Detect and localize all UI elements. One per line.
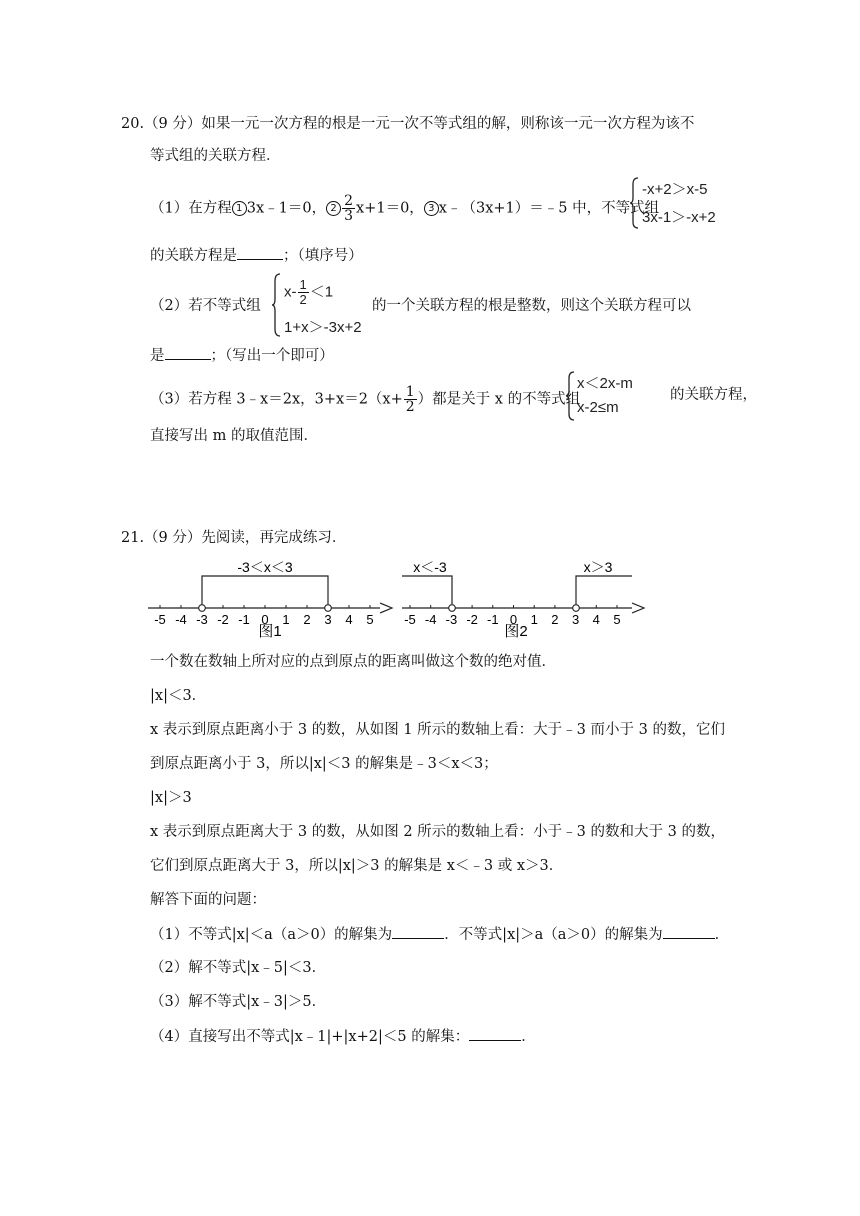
figure-1-number-line <box>140 556 400 642</box>
q21-sub1 <box>150 924 729 945</box>
tick-label: 3 <box>571 612 580 627</box>
q21-sub3: （3）解不等式|x﹣3|＞5． <box>150 994 327 1010</box>
q20-p1-system-row1: -x+2＞x-5 <box>642 181 708 198</box>
q20-p1-eq3: x﹣（3x+1）＝﹣5 中，不等式组 <box>438 200 660 217</box>
q20-p2-row1-fraction <box>298 278 309 307</box>
q20-p1-pre: （1）在方程 <box>150 200 232 217</box>
circled-1-icon: 1 <box>232 201 247 216</box>
open-dot-icon <box>325 605 332 612</box>
axis-arrow-icon <box>632 603 644 613</box>
q20-intro-line1: 20.（9 分）如果一元一次方程的根是一元一次不等式组的解，则称该一元一次方程为该不 <box>121 116 695 132</box>
q20-p2-line2 <box>150 345 334 366</box>
q21-line: 它们到原点距离大于 3，所以|x|＞3 的解集是 x＜﹣3 或 x＞3． <box>150 858 564 874</box>
q21-line: 解答下面的问题： <box>150 892 266 908</box>
tick-label: 3 <box>324 612 332 627</box>
answer-blank[interactable] <box>469 1026 521 1041</box>
q21-line: x 表示到原点距离大于 3 的数，从如图 2 所示的数轴上看：小于﹣3 的数和大于 3 的数， <box>150 824 725 840</box>
q21-sub4-b: ． <box>521 1029 536 1045</box>
q20-p2-system-row1 <box>284 278 333 307</box>
q21-sub4 <box>150 1026 536 1047</box>
q20-part1 <box>150 194 659 223</box>
q21-title: 21.（9 分）先阅读，再完成练习． <box>121 530 347 546</box>
tick-label: -5 <box>154 612 166 627</box>
tick-label: -3 <box>196 612 208 627</box>
figure-caption: 图2 <box>504 623 528 640</box>
q20-p3-pre: （3）若方程 3﹣x＝2x，3+x＝2（x+ <box>150 391 403 408</box>
left-ray-label: x＜-3 <box>413 559 447 575</box>
q20-p1-eq1: 3x﹣1＝0， <box>246 200 327 217</box>
q20-p3-inequality-system <box>566 370 670 422</box>
q20-p2-line2-text: 是 <box>150 348 165 364</box>
q20-p3-post: 的关联方程， <box>670 387 757 403</box>
left-ray-bracket <box>402 576 452 604</box>
q20-p2-inequality-system <box>272 272 382 338</box>
open-dot-icon <box>573 605 580 612</box>
tick-label: -4 <box>175 612 187 627</box>
open-dot-icon <box>199 605 206 612</box>
q20-p2-system-row2: 1+x＞-3x+2 <box>284 319 362 336</box>
q21-line: |x|＞3 <box>150 790 192 806</box>
q20-p3-system-row2: x-2≤m <box>577 399 619 416</box>
q21-sub1-b: ．不等式|x|＞a（a＞0）的解集为 <box>444 927 663 943</box>
q20-p3-mid: ）都是关于 x 的不等式组 <box>417 391 581 408</box>
tick-label: 0 <box>509 612 518 627</box>
q21-sub2: （2）解不等式|x﹣5|＜3． <box>150 960 327 976</box>
tick-label: -3 <box>445 612 458 627</box>
q20-p1-system-row2: 3x-1＞-x+2 <box>642 209 716 226</box>
q21-sub4-a: （4）直接写出不等式|x﹣1|+|x+2|＜5 的解集： <box>150 1029 470 1045</box>
tick-label: -4 <box>424 612 437 627</box>
q21-line: 一个数在数轴上所对应的点到原点的距离叫做这个数的绝对值． <box>150 654 556 670</box>
right-ray-bracket <box>576 576 632 604</box>
figure-caption: 图1 <box>258 623 282 640</box>
q20-p1-line2 <box>150 245 363 266</box>
tick-label: 0 <box>261 612 269 627</box>
q20-p2-pre: （2）若不等式组 <box>150 298 261 314</box>
tick-label: -2 <box>217 612 229 627</box>
tick-label: 1 <box>530 612 538 627</box>
answer-blank[interactable] <box>663 924 715 939</box>
q20-p3-line2: 直接写出 m 的取值范围． <box>150 428 318 444</box>
tick-label: 2 <box>551 612 559 627</box>
fraction-denominator: 2 <box>405 399 415 415</box>
interval-label: -3＜x＜3 <box>237 559 293 575</box>
tick-label: -5 <box>404 612 416 627</box>
right-ray-label: x＞3 <box>583 559 613 575</box>
tick-label: 1 <box>282 612 290 627</box>
tick-label: 4 <box>592 612 600 627</box>
q20-p2-post: 的一个关联方程的根是整数，则这个关联方程可以 <box>372 298 691 314</box>
fraction-numerator: 1 <box>299 277 307 292</box>
answer-blank[interactable] <box>392 924 444 939</box>
interval-bracket <box>202 576 328 604</box>
q21-sub1-c: ． <box>714 927 730 943</box>
q21-line: 到原点距离小于 3，所以|x|＜3 的解集是﹣3＜x＜3； <box>150 756 498 772</box>
brace-icon <box>630 176 640 230</box>
q21-line: |x|＜3． <box>150 688 207 704</box>
fraction-numerator: 2 <box>344 193 354 209</box>
tick-label: -2 <box>466 612 478 627</box>
circled-3-icon: 3 <box>424 201 439 216</box>
fraction-numerator: 1 <box>405 384 415 400</box>
tick-label: 5 <box>366 612 374 627</box>
brace-icon <box>272 272 282 338</box>
tick-label: -1 <box>487 612 499 627</box>
open-dot-icon <box>449 605 456 612</box>
q20-p2-line2-end: ；（写出一个即可） <box>210 348 334 364</box>
q20-p1-eq2: x+1＝0， <box>356 200 424 217</box>
q20-p1-inequality-system <box>630 176 740 230</box>
answer-blank[interactable] <box>165 345 211 360</box>
q20-p2-row1-b: ＜1 <box>309 283 334 301</box>
q20-p1-line2-end: ；（填序号） <box>283 248 363 264</box>
q21-line: x 表示到原点距离小于 3 的数，从如图 1 所示的数轴上看：大于﹣3 而小于 3 的数，它们 <box>150 722 725 738</box>
q20-p3-system-row1: x＜2x-m <box>577 375 633 392</box>
figure-2-number-line <box>396 556 666 642</box>
tick-label: 4 <box>345 612 353 627</box>
q20-p3-fraction <box>404 385 417 414</box>
tick-label: -1 <box>238 612 250 627</box>
tick-label: 2 <box>303 612 311 627</box>
q20-p1-line2-text: 的关联方程是 <box>150 248 237 264</box>
circled-2-icon: 2 <box>326 201 341 216</box>
brace-icon <box>566 370 576 422</box>
q21-sub1-a: （1）不等式|x|＜a（a＞0）的解集为 <box>150 927 393 943</box>
answer-blank[interactable] <box>237 245 283 260</box>
tick-label: 5 <box>613 612 621 627</box>
axis-arrow-icon <box>380 603 392 613</box>
q20-p1-fraction <box>342 194 355 223</box>
q20-p2-row1-a: x- <box>284 283 297 301</box>
q20-intro-line2: 等式组的关联方程． <box>150 148 281 164</box>
q20-part3 <box>150 385 580 414</box>
fraction-denominator: 3 <box>344 208 354 224</box>
fraction-denominator: 2 <box>299 292 307 307</box>
